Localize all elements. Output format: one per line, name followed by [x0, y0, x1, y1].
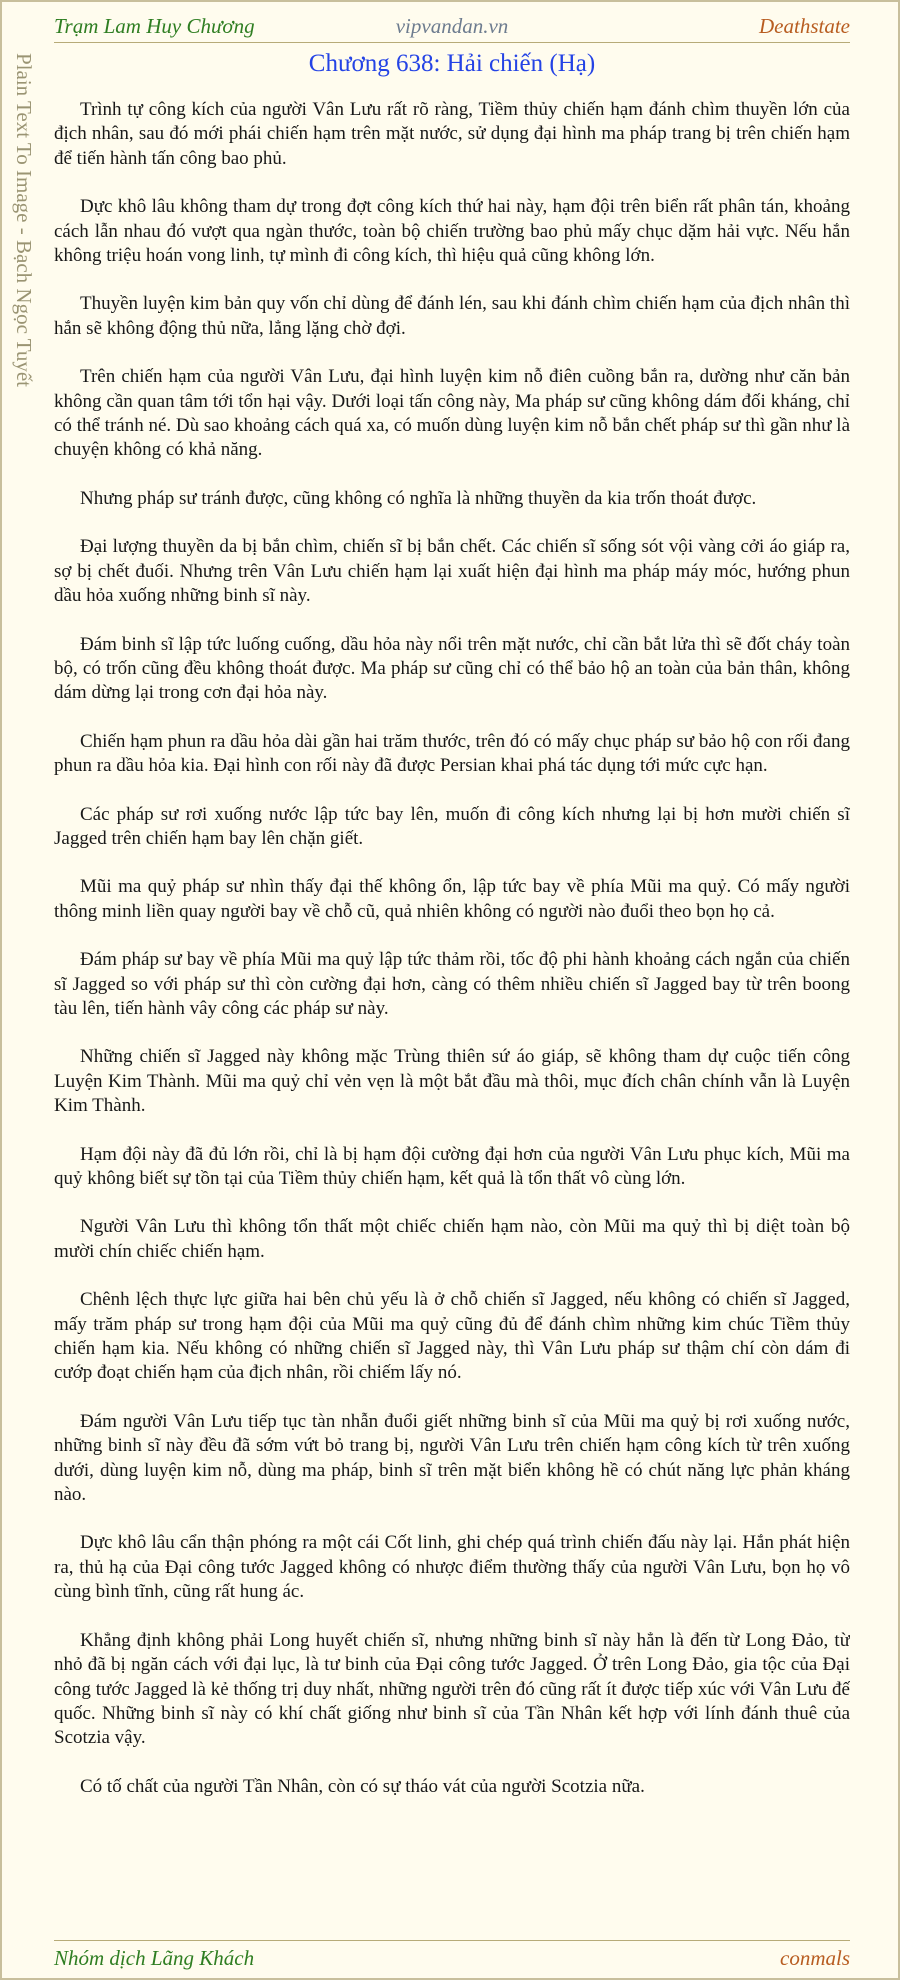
vertical-watermark	[2, 47, 46, 447]
page-header	[54, 12, 850, 43]
paragraph: Trên chiến hạm của người Vân Lưu, đại hình luyện kim nỗ điên cuồng bắn ra, dường như căn bản không cần quan tâm tới tổn hại vậy. Dưới loại tấn công này, Ma pháp sư cũng không dám đối kháng, chỉ có thể tránh né. Dù sao khoảng cách quá xa, có muốn dùng luyện kim nỗ bắn chết pháp sư thì gần như là chuyện không có khả năng.	[54, 366, 850, 461]
paragraph: Các pháp sư rơi xuống nước lập tức bay lên, muốn đi công kích nhưng lại bị hơn mười chiến sĩ Jagged trên chiến hạm bay lên chặn giết.	[54, 803, 850, 849]
footer-group-name: Nhóm dịch Lãng Khách	[54, 1946, 255, 1970]
header-author: Deathstate	[759, 14, 850, 38]
paragraph: Dực khô lâu không tham dự trong đợt công kích thứ hai này, hạm đội trên biển rất phân tán, khoảng cách lẫn nhau đó vượt qua ngàn thước, toàn bộ chiến trường bao phủ mấy chục dặm hải vực. Nếu hắn không triệu hoán vong linh, tự mình đi công kích, thì hiệu quả cũng không lớn.	[54, 196, 850, 267]
paragraph: Nhưng pháp sư tránh được, cũng không có nghĩa là những thuyền da kia trốn thoát được.	[80, 487, 757, 509]
paragraph: Chiến hạm phun ra dầu hỏa dài gần hai trăm thước, trên đó có mấy chục pháp sư bảo hộ con rối đang phun ra dầu hỏa kia. Đại hình con rối này đã được Persian khai phá tác dụng tới mức cực hạn.	[54, 730, 850, 777]
header-site-name: Trạm Lam Huy Chương	[54, 14, 255, 38]
page-footer	[54, 1940, 850, 1971]
paragraph: Có tố chất của người Tần Nhân, còn có sự tháo vát của người Scotzia nữa.	[80, 1775, 645, 1797]
paragraph: Mũi ma quỷ pháp sư nhìn thấy đại thế không ổn, lập tức bay về phía Mũi ma quỷ. Có mấy người thông minh liền quay người bay về chỗ cũ, quả nhiên không có người nào đuổi theo bọn họ cả.	[54, 876, 850, 922]
paragraph: Người Vân Lưu thì không tổn thất một chiếc chiến hạm nào, còn Mũi ma quỷ thì bị diệt toàn bộ mười chín chiếc chiến hạm.	[54, 1216, 850, 1262]
header-url: vipvandan.vn	[395, 14, 509, 38]
footer-user: conmals	[780, 1946, 850, 1970]
paragraph: Đám người Vân Lưu tiếp tục tàn nhẫn đuổi giết những binh sĩ của Mũi ma quỷ bị rơi xuống nước, những binh sĩ này đều đã sớm vứt bỏ trang bị, người Vân Lưu trên chiến hạm công kích từ trên xuống dưới, dùng luyện kim nỗ, dùng ma pháp, binh sĩ trên mặt biển không hề có chút năng lực phản kháng nào.	[54, 1410, 850, 1506]
chapter-title: Chương 638: Hải chiến (Hạ)	[308, 50, 596, 77]
paragraph: Đám binh sĩ lập tức luống cuống, dầu hỏa này nổi trên mặt nước, chỉ cần bắt lửa thì sẽ đốt cháy toàn bộ, có trốn cũng đều không thoát được. Ma pháp sư cũng chỉ có thể bảo hộ an toàn của bản thân, không dám dừng lại trong cơn đại hỏa này.	[54, 633, 850, 704]
paragraph: Dực khô lâu cẩn thận phóng ra một cái Cốt linh, ghi chép quá trình chiến đấu này lại. Hắn phát hiện ra, thủ hạ của Đại công tước Jagged không có nhược điểm thường thấy của người Vân Lưu, bọn họ vô cùng bình tĩnh, cũng rất hung ác.	[54, 1532, 850, 1603]
paragraph: Chênh lệch thực lực giữa hai bên chủ yếu là ở chỗ chiến sĩ Jagged, nếu không có chiến sĩ Jagged, mấy trăm pháp sư trong hạm đội của Mũi ma quỷ cũng đủ để đánh chìm những kim chúc Tiềm thủy chiến hạm kia. Nếu không có những chiến sĩ Jagged này, thì Vân Lưu pháp sư thậm chí còn dám đi cướp đoạt chiến hạm của địch nhân, rồi chiếm lấy nó.	[54, 1289, 850, 1384]
paragraph: Những chiến sĩ Jagged này không mặc Trùng thiên sứ áo giáp, sẽ không tham dự cuộc tiến công Luyện Kim Thành. Mũi ma quỷ chỉ vẻn vẹn là một bắt đầu mà thôi, mục đích chân chính vẫn là Luyện Kim Thành.	[54, 1046, 850, 1117]
watermark-text: Plain Text To Image - Bạch Ngọc Tuyết	[12, 53, 36, 388]
paragraph: Đám pháp sư bay về phía Mũi ma quỷ lập tức thảm rồi, tốc độ phi hành khoảng cách ngắn của chiến sĩ Jagged so với pháp sư thì còn cường đại hơn, càng có thêm nhiều chiến sĩ Jagged bay từ trên boong tàu lên, tiến hành vây công các pháp sư này.	[54, 949, 850, 1019]
paragraph: Thuyền luyện kim bản quy vốn chỉ dùng để đánh lén, sau khi đánh chìm chiến hạm của địch nhân thì hắn sẽ không động thủ nữa, lẳng lặng chờ đợi.	[54, 293, 850, 339]
paragraph: Trình tự công kích của người Vân Lưu rất rõ ràng, Tiềm thủy chiến hạm đánh chìm thuyền lớn của địch nhân, sau đó mới phái chiến hạm trên mặt nước, sử dụng đại hình ma pháp trang bị trên chiến hạm để tiến hành tấn công bao phủ.	[54, 99, 850, 169]
paragraph: Hạm đội này đã đủ lớn rồi, chỉ là bị hạm đội cường đại hơn của người Vân Lưu phục kích, Mũi ma quỷ không biết sự tồn tại của Tiềm thủy chiến hạm, kết quả là tổn thất vô cùng lớn.	[54, 1143, 850, 1189]
chapter-content	[54, 98, 850, 1902]
paragraph: Khẳng định không phải Long huyết chiến sĩ, nhưng những binh sĩ này hẳn là đến từ Long Đảo, từ nhỏ đã bị ngăn cách với đại lục, là tư binh của Đại công tước Jagged. Ở trên Long Đảo, gia tộc của Đại công tước Jagged là kẻ thống trị duy nhất, những người trên đó cũng rất ít được tiếp xúc với Vân Lưu đế quốc. Những binh sĩ này có khí chất giống như binh sĩ của Tần Nhân kết hợp với lính đánh thuê của Scotzia vậy.	[54, 1629, 850, 1749]
paragraph: Đại lượng thuyền da bị bắn chìm, chiến sĩ bị bắn chết. Các chiến sĩ sống sót vội vàng cởi áo giáp ra, sợ bị chết đuối. Nhưng trên Vân Lưu chiến hạm lại xuất hiện đại hình ma pháp máy móc, hướng phun dầu hỏa xuống những binh sĩ này.	[54, 536, 850, 607]
